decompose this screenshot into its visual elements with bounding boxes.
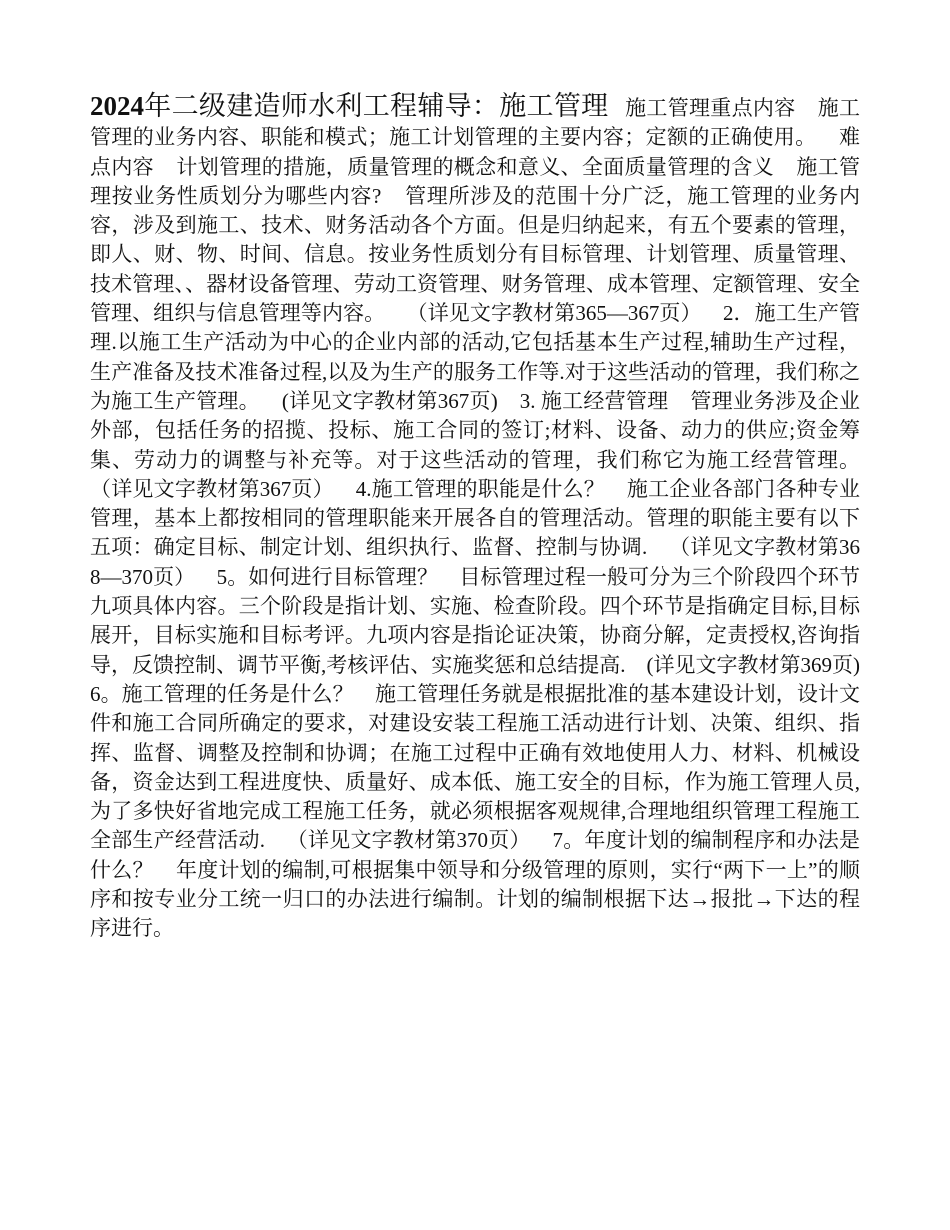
body-text: 施工管理重点内容 施工管理的业务内容、职能和模式；施工计划管理的主要内容；定额的正确使用。 难点内容 计划管理的措施，质量管理的概念和意义、全面质量管理的含义 施工管理按业务性质划分为哪些内容? 管理所涉及的范围十分广泛，施工管理的业务内容，涉及到施工、技术、财务活动各个方面。但是归纳起来，有五个要素的管理，即人、财、物、时间、信息。按业务性质划分有目标管理、计划管理、质量管理、技术管理、、器材设备管理、劳动工资管理、财务管理、成本管理、定额管理、安全管理、组织与信息管理等内容。 （详见文字教材第365—367页） 2．施工生产管理.以施工生产活动为中心的企业内部的活动,它包括基本生产过程,辅助生产过程， 生产准备及技术准备过程,以及为生产的服务工作等.对于这些活动的管理，我们称之为施工生产管理。 (详见文字教材第367页) 3. 施工经营管理 管理业务涉及企业外部，包括任务的招揽、投标、施工合同的签订;材料、设备、动力的供应;资金筹集、劳动力的调整与补充等。对于这些活动的管理，我们称它为施工经营管理。 （详见文字教材第367页） 4.施工管理的职能是什么？ 施工企业各部门各种专业管理，基本上都按相同的管理职能来开展各自的管理活动。管理的职能主要有以下五项：确定目标、制定计划、组织执行、监督、控制与协调. （详见文字教材第368—370页） 5。如何进行目标管理？ 目标管理过程一般可分为三个阶段四个环节九项具体内容。三个阶段是指计划、实施、检查阶段。四个环节是指确定目标,目标展开，目标实施和目标考评。九项内容是指论证决策，协商分解，定责授权,咨询指导，反馈控制、调节平衡,考核评估、实施奖惩和总结提高. (详见文字教材第369页) 6。施工管理的任务是什么？ 施工管理任务就是根据批准的基本建设计划，设计文件和施工合同所确定的要求，对建设安装工程施工活动进行计划、决策、组织、指挥、监督、调整及控制和协调；在施工过程中正确有效地使用人力、材料、机械设备，资金达到工程进度快、质量好、成本低、施工安全的目标，作为施工管理人员,为了多快好省地完成工程施工任务，就必须根据客观规律,合理地组织管理工程施工全部生产经营活动. （详见文字教材第370页） 7。年度计划的编制程序和办法是什么？ 年度计划的编制,可根据集中领导和分级管理的原则，实行“两下一上”的顺序和按专业分工统一归口的办法进行编制。计划的编制根据下达→报批→下达的程序进行。 [90, 96, 881, 941]
document-title [90, 91, 608, 121]
document-body [90, 91, 881, 944]
title-text: 年二级建造师水利工程辅导：施工管理 [144, 91, 609, 121]
document-page [90, 91, 881, 944]
title-year: 2024 [90, 91, 144, 121]
